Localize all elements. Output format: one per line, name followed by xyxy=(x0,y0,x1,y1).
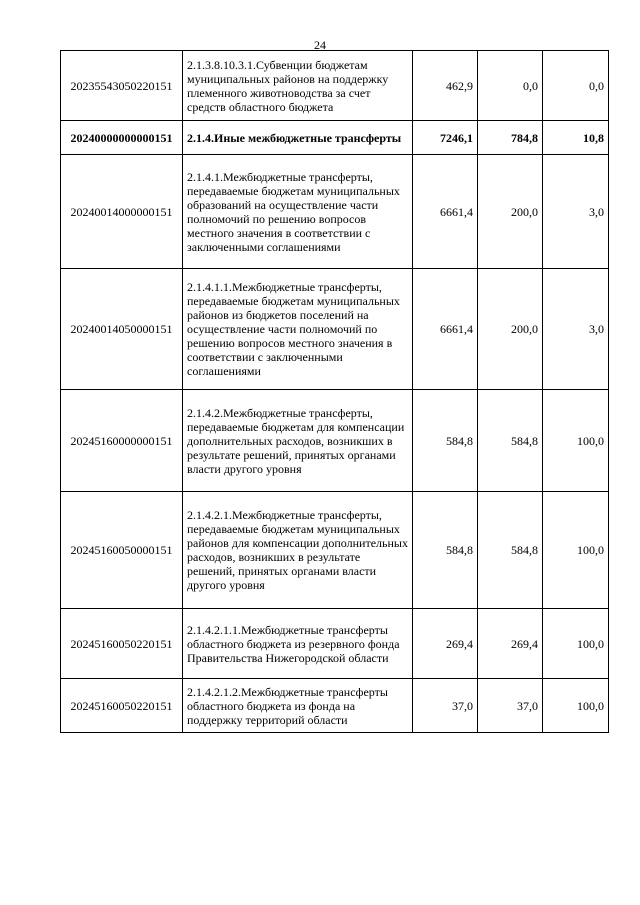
row-fact: 37,0 xyxy=(478,679,543,733)
table-row xyxy=(61,121,609,155)
row-code: 20245160050000151 xyxy=(61,492,183,609)
row-percent: 3,0 xyxy=(543,269,609,390)
row-name: 2.1.4.2.Межбюджетные трансферты, передаваемые бюджетам для компенсации дополнительных расходов, возникших в результате решений, принятых органами власти другого уровня xyxy=(183,390,413,492)
row-percent: 100,0 xyxy=(543,609,609,679)
page-number: 24 xyxy=(314,38,326,52)
row-fact: 584,8 xyxy=(478,390,543,492)
row-code: 20240000000000151 xyxy=(61,121,183,155)
row-name: 2.1.4.2.1.Межбюджетные трансферты, передаваемые бюджетам муниципальных районов для компенсации дополнительных расходов, возникших в результате решений, принятых органами власти другого уровня xyxy=(183,492,413,609)
row-fact: 200,0 xyxy=(478,269,543,390)
row-code: 20240014050000151 xyxy=(61,269,183,390)
row-fact: 584,8 xyxy=(478,492,543,609)
row-percent: 0,0 xyxy=(543,51,609,121)
row-plan: 584,8 xyxy=(413,390,478,492)
row-percent: 100,0 xyxy=(543,492,609,609)
row-percent: 3,0 xyxy=(543,155,609,269)
row-fact: 269,4 xyxy=(478,609,543,679)
table-row xyxy=(61,155,609,269)
row-plan: 462,9 xyxy=(413,51,478,121)
row-percent: 100,0 xyxy=(543,679,609,733)
table-row xyxy=(61,492,609,609)
row-code: 20245160050220151 xyxy=(61,679,183,733)
row-plan: 6661,4 xyxy=(413,269,478,390)
table-row xyxy=(61,51,609,121)
row-name: 2.1.4.Иные межбюджетные трансферты xyxy=(183,121,413,155)
row-plan: 6661,4 xyxy=(413,155,478,269)
row-plan: 37,0 xyxy=(413,679,478,733)
row-code: 20240014000000151 xyxy=(61,155,183,269)
row-name: 2.1.4.1.1.Межбюджетные трансферты, передаваемые бюджетам муниципальных районов из бюджетов поселений на осуществление части полномочий по решению вопросов местного значения в соответствии с заключенными соглашениями xyxy=(183,269,413,390)
row-code: 20245160000000151 xyxy=(61,390,183,492)
row-fact: 0,0 xyxy=(478,51,543,121)
row-percent: 100,0 xyxy=(543,390,609,492)
row-fact: 784,8 xyxy=(478,121,543,155)
row-name: 2.1.4.1.Межбюджетные трансферты, передаваемые бюджетам муниципальных образований на осуществление части полномочий по решению вопросов местного значения в соответствии с заключенными соглашениями xyxy=(183,155,413,269)
row-fact: 200,0 xyxy=(478,155,543,269)
row-plan: 269,4 xyxy=(413,609,478,679)
row-plan: 7246,1 xyxy=(413,121,478,155)
table-row xyxy=(61,269,609,390)
budget-table xyxy=(60,50,609,733)
table-row xyxy=(61,390,609,492)
table-row xyxy=(61,679,609,733)
row-name: 2.1.4.2.1.1.Межбюджетные трансферты областного бюджета из резервного фонда Правительства Нижегородской области xyxy=(183,609,413,679)
row-name: 2.1.4.2.1.2.Межбюджетные трансферты областного бюджета из фонда на поддержку территорий области xyxy=(183,679,413,733)
row-code: 20245160050220151 xyxy=(61,609,183,679)
row-percent: 10,8 xyxy=(543,121,609,155)
row-plan: 584,8 xyxy=(413,492,478,609)
table-row xyxy=(61,609,609,679)
row-name: 2.1.3.8.10.3.1.Субвенции бюджетам муниципальных районов на поддержку племенного животноводства за счет средств областного бюджета xyxy=(183,51,413,121)
row-code: 20235543050220151 xyxy=(61,51,183,121)
